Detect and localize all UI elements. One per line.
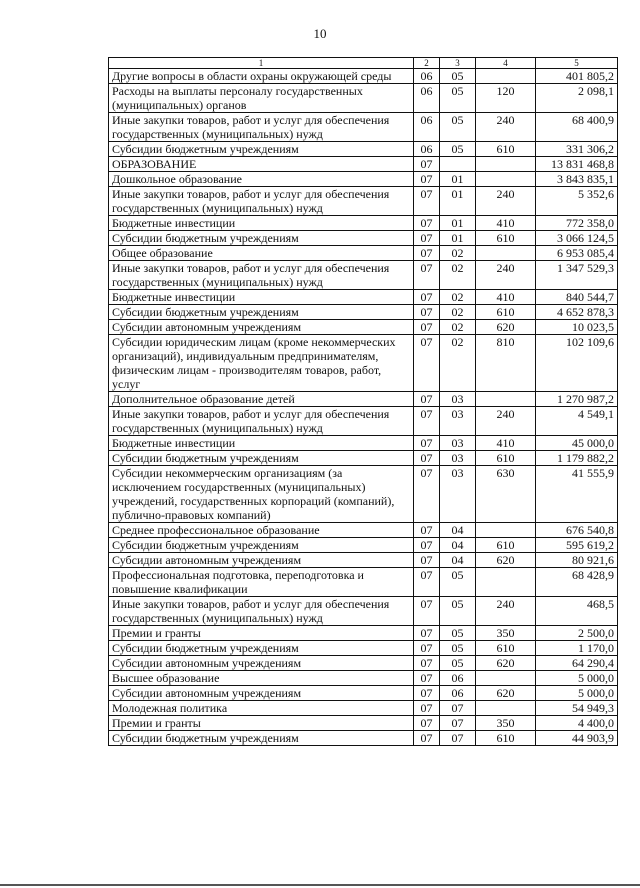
row-subsection: 02 bbox=[440, 246, 476, 261]
table-row bbox=[109, 716, 618, 731]
row-amount: 44 903,9 bbox=[536, 731, 618, 746]
row-name: Субсидии юридическим лицам (кроме некоммерческих организаций), индивидуальным предпринимателям, физическим лицам - производителям товаров, работ, услуг bbox=[109, 335, 414, 392]
row-name: Субсидии бюджетным учреждениям bbox=[109, 231, 414, 246]
row-expense-type: 610 bbox=[476, 641, 536, 656]
row-expense-type: 240 bbox=[476, 261, 536, 290]
row-section: 07 bbox=[414, 626, 440, 641]
table-row bbox=[109, 392, 618, 407]
row-subsection: 03 bbox=[440, 466, 476, 523]
table-row bbox=[109, 553, 618, 568]
row-amount: 4 652 878,3 bbox=[536, 305, 618, 320]
row-subsection: 05 bbox=[440, 641, 476, 656]
table-row bbox=[109, 466, 618, 523]
row-expense-type: 410 bbox=[476, 216, 536, 231]
row-name: Расходы на выплаты персоналу государственных (муниципальных) органов bbox=[109, 84, 414, 113]
row-expense-type bbox=[476, 157, 536, 172]
row-expense-type: 410 bbox=[476, 436, 536, 451]
row-section: 07 bbox=[414, 523, 440, 538]
row-section: 07 bbox=[414, 597, 440, 626]
row-amount: 3 843 835,1 bbox=[536, 172, 618, 187]
row-name: Субсидии автономным учреждениям bbox=[109, 656, 414, 671]
row-expense-type: 240 bbox=[476, 597, 536, 626]
table-row bbox=[109, 187, 618, 216]
column-header-5: 5 bbox=[536, 58, 618, 69]
row-subsection: 02 bbox=[440, 335, 476, 392]
row-expense-type: 610 bbox=[476, 538, 536, 553]
row-subsection: 04 bbox=[440, 523, 476, 538]
table-row bbox=[109, 335, 618, 392]
row-expense-type bbox=[476, 523, 536, 538]
row-name: Дошкольное образование bbox=[109, 172, 414, 187]
table-row bbox=[109, 538, 618, 553]
row-amount: 10 023,5 bbox=[536, 320, 618, 335]
row-name: Премии и гранты bbox=[109, 716, 414, 731]
row-amount: 3 066 124,5 bbox=[536, 231, 618, 246]
row-amount: 331 306,2 bbox=[536, 142, 618, 157]
row-expense-type bbox=[476, 69, 536, 84]
row-amount: 2 500,0 bbox=[536, 626, 618, 641]
row-amount: 595 619,2 bbox=[536, 538, 618, 553]
row-amount: 80 921,6 bbox=[536, 553, 618, 568]
row-section: 06 bbox=[414, 142, 440, 157]
row-subsection: 05 bbox=[440, 568, 476, 597]
table-row bbox=[109, 523, 618, 538]
table-row bbox=[109, 597, 618, 626]
row-expense-type: 240 bbox=[476, 407, 536, 436]
row-name: Бюджетные инвестиции bbox=[109, 436, 414, 451]
row-subsection: 06 bbox=[440, 671, 476, 686]
table-row bbox=[109, 69, 618, 84]
row-subsection: 07 bbox=[440, 701, 476, 716]
row-section: 07 bbox=[414, 671, 440, 686]
table-row bbox=[109, 261, 618, 290]
column-header-3: 3 bbox=[440, 58, 476, 69]
row-expense-type: 610 bbox=[476, 305, 536, 320]
row-section: 06 bbox=[414, 84, 440, 113]
row-section: 07 bbox=[414, 157, 440, 172]
table-row bbox=[109, 113, 618, 142]
row-name: Субсидии бюджетным учреждениям bbox=[109, 731, 414, 746]
row-section: 07 bbox=[414, 466, 440, 523]
row-name: Общее образование bbox=[109, 246, 414, 261]
row-subsection: 05 bbox=[440, 84, 476, 113]
row-name: Субсидии бюджетным учреждениям bbox=[109, 451, 414, 466]
row-amount: 64 290,4 bbox=[536, 656, 618, 671]
row-subsection: 01 bbox=[440, 231, 476, 246]
row-name: Другие вопросы в области охраны окружающей среды bbox=[109, 69, 414, 84]
page-number: 10 bbox=[313, 26, 327, 41]
row-name: Среднее профессиональное образование bbox=[109, 523, 414, 538]
row-section: 07 bbox=[414, 701, 440, 716]
row-amount: 45 000,0 bbox=[536, 436, 618, 451]
row-name: Иные закупки товаров, работ и услуг для обеспечения государственных (муниципальных) нужд bbox=[109, 113, 414, 142]
row-amount: 6 953 085,4 bbox=[536, 246, 618, 261]
row-name: Субсидии автономным учреждениям bbox=[109, 320, 414, 335]
row-amount: 5 000,0 bbox=[536, 671, 618, 686]
row-expense-type: 240 bbox=[476, 187, 536, 216]
row-amount: 1 347 529,3 bbox=[536, 261, 618, 290]
row-section: 07 bbox=[414, 187, 440, 216]
row-subsection: 03 bbox=[440, 436, 476, 451]
row-section: 07 bbox=[414, 320, 440, 335]
row-subsection: 01 bbox=[440, 187, 476, 216]
table-row bbox=[109, 320, 618, 335]
row-name: Субсидии бюджетным учреждениям bbox=[109, 538, 414, 553]
row-name: Иные закупки товаров, работ и услуг для обеспечения государственных (муниципальных) нужд bbox=[109, 187, 414, 216]
row-subsection bbox=[440, 157, 476, 172]
row-amount: 1 170,0 bbox=[536, 641, 618, 656]
row-amount: 102 109,6 bbox=[536, 335, 618, 392]
row-name: Дополнительное образование детей bbox=[109, 392, 414, 407]
row-amount: 5 000,0 bbox=[536, 686, 618, 701]
table-row bbox=[109, 246, 618, 261]
table-row bbox=[109, 701, 618, 716]
table-row bbox=[109, 671, 618, 686]
row-section: 07 bbox=[414, 731, 440, 746]
table-row bbox=[109, 641, 618, 656]
row-amount: 54 949,3 bbox=[536, 701, 618, 716]
row-expense-type: 620 bbox=[476, 686, 536, 701]
table-row bbox=[109, 216, 618, 231]
row-name: ОБРАЗОВАНИЕ bbox=[109, 157, 414, 172]
table-row bbox=[109, 290, 618, 305]
row-subsection: 06 bbox=[440, 686, 476, 701]
table-row bbox=[109, 686, 618, 701]
row-name: Субсидии автономным учреждениям bbox=[109, 686, 414, 701]
row-amount: 68 400,9 bbox=[536, 113, 618, 142]
row-subsection: 05 bbox=[440, 626, 476, 641]
row-expense-type: 240 bbox=[476, 113, 536, 142]
row-section: 07 bbox=[414, 553, 440, 568]
row-section: 07 bbox=[414, 568, 440, 597]
table-row bbox=[109, 231, 618, 246]
table-row bbox=[109, 568, 618, 597]
row-expense-type: 410 bbox=[476, 290, 536, 305]
row-amount: 4 400,0 bbox=[536, 716, 618, 731]
row-subsection: 03 bbox=[440, 451, 476, 466]
row-amount: 840 544,7 bbox=[536, 290, 618, 305]
row-expense-type: 620 bbox=[476, 320, 536, 335]
bottom-rule bbox=[0, 884, 640, 886]
row-section: 06 bbox=[414, 69, 440, 84]
row-amount: 68 428,9 bbox=[536, 568, 618, 597]
row-amount: 5 352,6 bbox=[536, 187, 618, 216]
column-header-1: 1 bbox=[109, 58, 414, 69]
row-amount: 401 805,2 bbox=[536, 69, 618, 84]
row-expense-type: 610 bbox=[476, 142, 536, 157]
row-subsection: 05 bbox=[440, 69, 476, 84]
row-subsection: 02 bbox=[440, 290, 476, 305]
table-row bbox=[109, 84, 618, 113]
row-subsection: 05 bbox=[440, 113, 476, 142]
table-row bbox=[109, 626, 618, 641]
row-name: Иные закупки товаров, работ и услуг для обеспечения государственных (муниципальных) нужд bbox=[109, 261, 414, 290]
row-subsection: 05 bbox=[440, 656, 476, 671]
row-section: 07 bbox=[414, 335, 440, 392]
row-expense-type bbox=[476, 671, 536, 686]
row-subsection: 02 bbox=[440, 320, 476, 335]
row-section: 07 bbox=[414, 172, 440, 187]
row-section: 07 bbox=[414, 246, 440, 261]
row-expense-type bbox=[476, 246, 536, 261]
row-subsection: 02 bbox=[440, 305, 476, 320]
row-expense-type: 610 bbox=[476, 731, 536, 746]
row-name: Бюджетные инвестиции bbox=[109, 216, 414, 231]
row-subsection: 04 bbox=[440, 538, 476, 553]
table-row bbox=[109, 172, 618, 187]
row-subsection: 05 bbox=[440, 142, 476, 157]
row-name: Субсидии автономным учреждениям bbox=[109, 553, 414, 568]
row-section: 07 bbox=[414, 231, 440, 246]
row-amount: 468,5 bbox=[536, 597, 618, 626]
row-expense-type: 620 bbox=[476, 656, 536, 671]
row-section: 07 bbox=[414, 392, 440, 407]
row-amount: 41 555,9 bbox=[536, 466, 618, 523]
table-row bbox=[109, 157, 618, 172]
budget-table bbox=[108, 57, 618, 746]
row-name: Премии и гранты bbox=[109, 626, 414, 641]
row-section: 07 bbox=[414, 407, 440, 436]
column-header-2: 2 bbox=[414, 58, 440, 69]
row-subsection: 02 bbox=[440, 261, 476, 290]
row-name: Субсидии бюджетным учреждениям bbox=[109, 305, 414, 320]
row-section: 07 bbox=[414, 641, 440, 656]
row-section: 06 bbox=[414, 113, 440, 142]
row-amount: 1 270 987,2 bbox=[536, 392, 618, 407]
row-expense-type bbox=[476, 172, 536, 187]
row-amount: 2 098,1 bbox=[536, 84, 618, 113]
row-section: 07 bbox=[414, 261, 440, 290]
row-expense-type bbox=[476, 701, 536, 716]
row-subsection: 07 bbox=[440, 716, 476, 731]
row-section: 07 bbox=[414, 216, 440, 231]
row-section: 07 bbox=[414, 290, 440, 305]
row-subsection: 05 bbox=[440, 597, 476, 626]
row-amount: 1 179 882,2 bbox=[536, 451, 618, 466]
row-expense-type: 630 bbox=[476, 466, 536, 523]
table-header-row bbox=[109, 58, 618, 69]
row-subsection: 07 bbox=[440, 731, 476, 746]
row-section: 07 bbox=[414, 451, 440, 466]
row-name: Высшее образование bbox=[109, 671, 414, 686]
row-name: Иные закупки товаров, работ и услуг для обеспечения государственных (муниципальных) нужд bbox=[109, 407, 414, 436]
row-section: 07 bbox=[414, 716, 440, 731]
row-name: Иные закупки товаров, работ и услуг для обеспечения государственных (муниципальных) нужд bbox=[109, 597, 414, 626]
row-name: Субсидии бюджетным учреждениям bbox=[109, 142, 414, 157]
row-section: 07 bbox=[414, 656, 440, 671]
row-expense-type bbox=[476, 568, 536, 597]
row-name: Молодежная политика bbox=[109, 701, 414, 716]
row-section: 07 bbox=[414, 436, 440, 451]
row-subsection: 03 bbox=[440, 407, 476, 436]
row-section: 07 bbox=[414, 538, 440, 553]
row-expense-type: 610 bbox=[476, 451, 536, 466]
table-row bbox=[109, 436, 618, 451]
table-row bbox=[109, 731, 618, 746]
table-row bbox=[109, 142, 618, 157]
row-expense-type: 620 bbox=[476, 553, 536, 568]
row-amount: 4 549,1 bbox=[536, 407, 618, 436]
row-amount: 13 831 468,8 bbox=[536, 157, 618, 172]
row-expense-type: 350 bbox=[476, 626, 536, 641]
row-expense-type: 120 bbox=[476, 84, 536, 113]
row-name: Бюджетные инвестиции bbox=[109, 290, 414, 305]
row-subsection: 04 bbox=[440, 553, 476, 568]
row-amount: 676 540,8 bbox=[536, 523, 618, 538]
row-expense-type: 610 bbox=[476, 231, 536, 246]
table-row bbox=[109, 407, 618, 436]
table-row bbox=[109, 305, 618, 320]
row-expense-type bbox=[476, 392, 536, 407]
row-section: 07 bbox=[414, 305, 440, 320]
table-row bbox=[109, 451, 618, 466]
row-subsection: 03 bbox=[440, 392, 476, 407]
row-name: Профессиональная подготовка, переподготовка и повышение квалификации bbox=[109, 568, 414, 597]
row-name: Субсидии некоммерческим организациям (за исключением государственных (муниципальных) учреждений, государственных корпораций (компаний), публично-правовых компаний) bbox=[109, 466, 414, 523]
row-amount: 772 358,0 bbox=[536, 216, 618, 231]
row-name: Субсидии бюджетным учреждениям bbox=[109, 641, 414, 656]
row-subsection: 01 bbox=[440, 216, 476, 231]
row-section: 07 bbox=[414, 686, 440, 701]
row-subsection: 01 bbox=[440, 172, 476, 187]
row-expense-type: 350 bbox=[476, 716, 536, 731]
row-expense-type: 810 bbox=[476, 335, 536, 392]
table-row bbox=[109, 656, 618, 671]
column-header-4: 4 bbox=[476, 58, 536, 69]
